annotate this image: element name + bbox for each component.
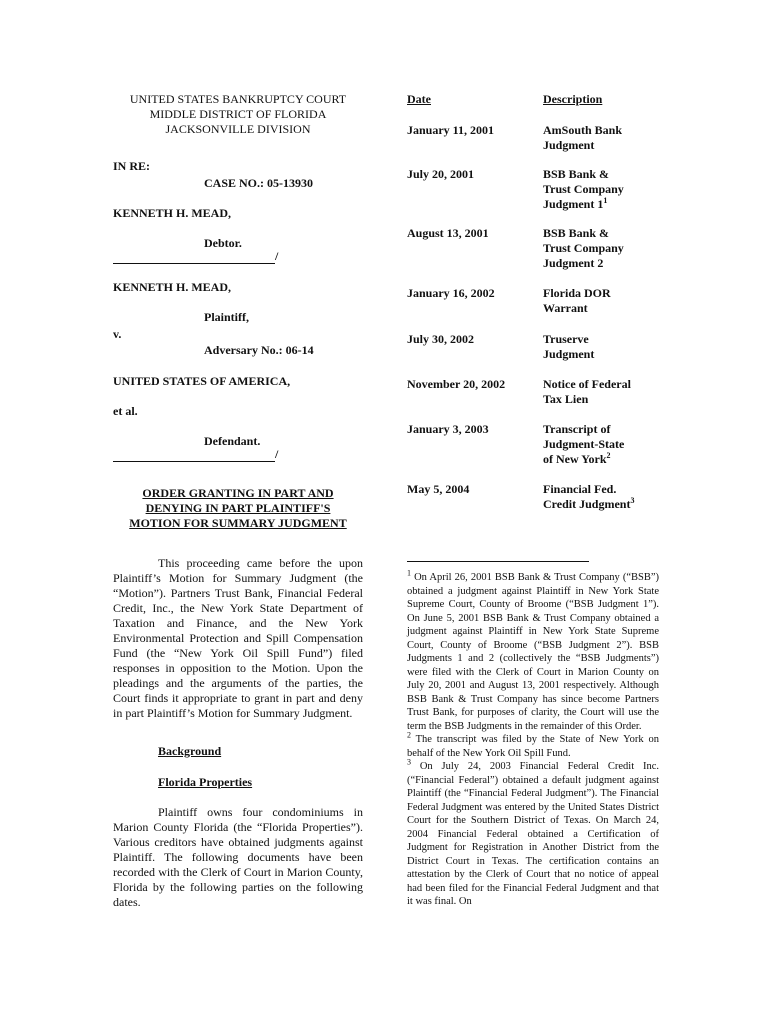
table-row [407,167,659,212]
table-row [407,226,659,271]
row-description [543,286,659,316]
plaintiff-name: KENNETH H. MEAD, [113,280,232,294]
footnote-number: 1 [407,568,411,578]
row-date: January 16, 2002 [407,286,495,300]
description-line: Credit Judgment [543,497,631,511]
description-line: Judgment [543,347,595,361]
row-date: May 5, 2004 [407,482,470,496]
table-row [407,123,659,153]
order-title-line-1: ORDER GRANTING IN PART AND [142,486,334,500]
row-date: January 3, 2003 [407,422,489,436]
description-line: Warrant [543,301,588,315]
et-al-label: et al. [113,404,138,418]
description-line: Florida DOR [543,286,611,300]
footnote-text: On July 24, 2003 Financial Federal Credit Inc. (“Financial Federal”) obtained a default judgment against Plaintiff (the “Financial Federal Judgment”). The Financial Federal Judgment was entered by the United States District Court for the Southern District of Texas. On March 24, 2004 Financial Federal obtained a Certification of Judgment for Registration in Another District from the District Court in Texas. The certification contains an attestation by the Clerk of Court that no notice of appeal had been filed for the Financial Federal Judgment and that it was final. On [407,761,660,907]
header-date: Date [407,92,431,106]
row-description [543,482,659,512]
description-line: AmSouth Bank [543,123,623,137]
table-header [407,92,659,107]
row-date: July 30, 2002 [407,332,475,346]
description-line: of New York [543,452,607,466]
footnote-number: 3 [407,757,411,767]
description-line: Tax Lien [543,392,589,406]
footnote-text: On April 26, 2001 BSB Bank & Trust Company (“BSB”) obtained a judgment against Plaintiff in New York State Supreme Court, County of Broome (“BSB Judgment 1”). On June 5, 2001 BSB Bank & Trust Company obtained a judgment against Plaintiff in New York State Supreme Court, County of Broome (“BSB Judgment 2”). BSB Judgments 1 and 2 (collectively the “BSB Judgments”) were filed with the Clerk of Court in Marion County on July 20, 2001 and August 13, 2001 respectively. Although BSB Bank & Trust Company has since become Partners Trust Bank, for purposes of clarity, the Court will use the term the BSB Judgments in the remainder of this Order. [407,572,659,732]
row-description [543,377,659,407]
versus-label: v. [113,327,122,341]
row-description [543,332,659,362]
in-re-label: IN RE: [113,159,151,173]
footnote [407,568,659,733]
row-description [543,226,659,271]
order-title-line-2: DENYING IN PART PLAINTIFF'S [145,501,331,515]
description-line: Judgment [543,138,595,152]
defendant-label: Defendant. [204,434,261,448]
table-row [407,332,659,362]
debtor-name: KENNETH H. MEAD, [113,206,232,220]
description-line: Judgment 2 [543,256,604,270]
adversary-number: Adversary No.: 06-14 [204,343,314,357]
caption-rule-2: / [113,447,363,462]
row-date: July 20, 2001 [407,167,475,181]
row-description [543,167,659,212]
footnote-marker[interactable]: 1 [603,196,608,205]
description-line: Judgment 1 [543,197,604,211]
table-row [407,286,659,316]
row-date: January 11, 2001 [407,123,495,137]
row-date: August 13, 2001 [407,226,489,240]
heading-background: Background [158,744,222,758]
row-description [543,422,659,467]
description-line: Trust Company [543,241,624,255]
row-date: November 20, 2002 [407,377,506,391]
footnote-marker[interactable]: 3 [630,496,635,505]
case-number: CASE NO.: 05-13930 [204,176,314,190]
left-column [113,92,363,910]
description-line: Notice of Federal [543,377,631,391]
court-division: JACKSONVILLE DIVISION [165,122,311,136]
right-column [407,92,659,909]
footnote-rule [407,561,589,562]
description-line: Financial Fed. [543,482,617,496]
description-line: Trust Company [543,182,624,196]
description-line: BSB Bank & [543,226,610,240]
court-name: UNITED STATES BANKRUPTCY COURT [129,92,347,106]
description-line: Transcript of [543,422,611,436]
table-row [407,422,659,467]
florida-paragraph: Plaintiff owns four condominiums in Marion County Florida (the “Florida Properties”). Various creditors have obtained judgments against Plaintiff. The following documents have been recorded with the Clerk of Court in Marion County, Florida by the following parties on the following dates. [113,805,363,909]
description-line: BSB Bank & [543,167,610,181]
order-title-line-3: MOTION FOR SUMMARY JUDGMENT [129,516,347,530]
footnote-marker[interactable]: 2 [606,451,611,460]
description-line: Truserve [543,332,589,346]
footnote [407,730,659,760]
court-heading [113,92,363,137]
heading-florida-properties: Florida Properties [158,775,253,789]
table-row [407,482,659,512]
row-description [543,123,659,153]
table-row [407,377,659,407]
judgment-table [407,123,659,512]
footnote-number: 2 [407,730,411,740]
description-line: Judgment-State [543,437,625,451]
defendant-name: UNITED STATES OF AMERICA, [113,374,291,388]
order-title [113,486,363,531]
header-description: Description [543,92,603,106]
footnote [407,757,660,909]
debtor-label: Debtor. [204,236,242,250]
footnotes [407,568,660,909]
court-district: MIDDLE DISTRICT OF FLORIDA [149,107,327,121]
caption-rule-1: / [113,249,363,264]
plaintiff-label: Plaintiff, [204,310,249,324]
footnote-text: The transcript was filed by the State of New York on behalf of the New York Oil Spill Fund. [407,734,659,759]
intro-paragraph: This proceeding came before the upon Plaintiff’s Motion for Summary Judgment (the “Motion”). Partners Trust Bank, Financial Federal Credit, Inc., the New York State Department of Taxation and Finance, and the New York Environmental Protection and Spill Compensation Fund (the “New York Oil Spill Fund”) filed responses in opposition to the Motion. Upon the pleadings and the arguments of the parties, the Court finds it appropriate to grant in part and deny in part Plaintiff’s Motion for Summary Judgment. [113,556,363,720]
